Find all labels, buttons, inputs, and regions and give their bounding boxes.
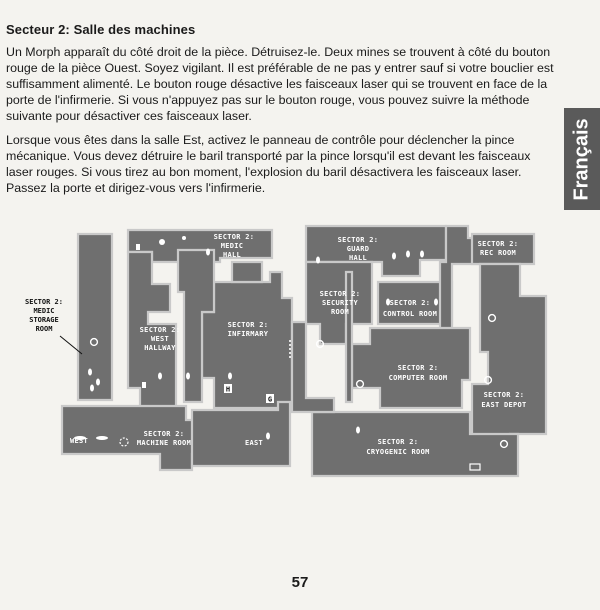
- drop-icon: [316, 257, 320, 264]
- drop-icon: [158, 373, 162, 380]
- room-medic-storage: [78, 234, 112, 400]
- door-icon: [136, 244, 140, 250]
- callout-line-3: STORAGE: [29, 316, 59, 324]
- paragraph-1: Un Morph apparaît du côté droit de la pièce. Détruisez-le. Deux mines se trouvent à côté du bouton rouge de la pièce Ouest. Soyez vigilant. Il est préférable de ne pas y entrer sauf si votre bouclier est suffisamment alimenté. Le bouton rouge désactive les faisceaux laser qui se trouvent en face de la porte de l'infirmerie. Si vous n'appuyez pas sur le bouton rouge, vous pouvez suivre la méthode suivante pour désactiver ces faisceaux laser.: [6, 45, 554, 123]
- label-computer-2: COMPUTER ROOM: [388, 374, 448, 382]
- drop-icon: [406, 251, 410, 258]
- section-heading: Secteur 2: Salle des machines: [6, 22, 196, 37]
- room-infirmary: [202, 272, 292, 408]
- room-east-depot: [472, 264, 546, 452]
- door-icon: [142, 382, 146, 388]
- label-machine-1: SECTOR 2:: [143, 430, 185, 438]
- light-icon: [159, 239, 165, 245]
- label-guard-hall-3: HALL: [348, 254, 368, 262]
- label-medic-hall-2: MEDIC: [220, 242, 244, 250]
- sector-map: [0, 212, 560, 502]
- item-icon: [182, 236, 186, 240]
- label-east-depot-2: EAST DEPOT: [481, 401, 527, 409]
- drop-icon: [266, 433, 270, 440]
- mine-icon: [96, 436, 108, 440]
- callout-line-4: ROOM: [35, 325, 53, 333]
- language-tab-label: Français: [570, 117, 593, 201]
- label-east: EAST: [244, 439, 264, 447]
- language-tab: [564, 108, 600, 210]
- label-medic-hall-1: SECTOR 2:: [213, 233, 255, 241]
- label-control-2: CONTROL ROOM: [382, 310, 438, 318]
- label-security-1: SECTOR 2:: [319, 290, 361, 298]
- label-rec-room-2: REC ROOM: [479, 249, 517, 257]
- label-computer-1: SECTOR 2:: [397, 364, 439, 372]
- callout-medic-storage: [25, 298, 82, 354]
- map-rooms: [62, 226, 546, 476]
- drop-icon: [392, 253, 396, 260]
- label-infirmary-2: INFIRMARY: [227, 330, 269, 338]
- sector-map-svg: [0, 212, 560, 502]
- label-west-hallway-3: HALLWAY: [144, 344, 176, 352]
- callout-line-1: SECTOR 2:: [25, 298, 63, 306]
- label-medic-hall-3: HALL: [222, 251, 242, 259]
- room-east: [192, 402, 290, 466]
- marker-h-label: H: [225, 385, 231, 394]
- drop-icon: [434, 299, 438, 306]
- paragraph-2: Lorsque vous êtes dans la salle Est, activez le panneau de contrôle pour déclencher la pince mécanique. Vous devez détruire le baril transporté par la pince lorsqu'il est devant les faisceaux laser rouges. Si vous tirez au bon moment, l'explosion du baril désactivera les faisceaux laser. Passez la porte et dirigez-vous vers l'infirmerie.: [6, 133, 531, 195]
- drop-icon: [356, 427, 360, 434]
- drop-icon: [206, 249, 210, 256]
- label-west: WEST: [70, 437, 89, 445]
- marker-g-label: G: [267, 395, 273, 404]
- callout-line-2: MEDIC: [33, 307, 55, 315]
- label-infirmary-1: SECTOR 2:: [227, 321, 269, 329]
- label-security-2: SECURITY: [321, 299, 359, 307]
- label-west-hallway-1: SECTOR 2:: [139, 326, 181, 334]
- label-rec-room-1: SECTOR 2:: [477, 240, 519, 248]
- drop-icon: [186, 373, 190, 380]
- label-west-hallway-2: WEST: [150, 335, 170, 343]
- label-guard-hall-1: SECTOR 2:: [337, 236, 379, 244]
- drop-icon: [420, 251, 424, 258]
- label-east-depot-1: SECTOR 2:: [483, 391, 525, 399]
- drop-icon: [90, 385, 94, 392]
- label-guard-hall-2: GUARD: [346, 245, 370, 253]
- drop-icon: [88, 369, 92, 376]
- label-cryogenic-2: CRYOGENIC ROOM: [366, 448, 430, 456]
- label-control-1: SECTOR 2:: [389, 299, 431, 307]
- label-machine-2: MACHINE ROOM: [136, 439, 192, 447]
- drop-icon: [228, 373, 232, 380]
- connector-medic: [232, 262, 262, 282]
- label-cryogenic-1: SECTOR 2:: [377, 438, 419, 446]
- label-security-3: ROOM: [330, 308, 350, 316]
- page-number: 57: [291, 574, 309, 591]
- drop-icon: [96, 379, 100, 386]
